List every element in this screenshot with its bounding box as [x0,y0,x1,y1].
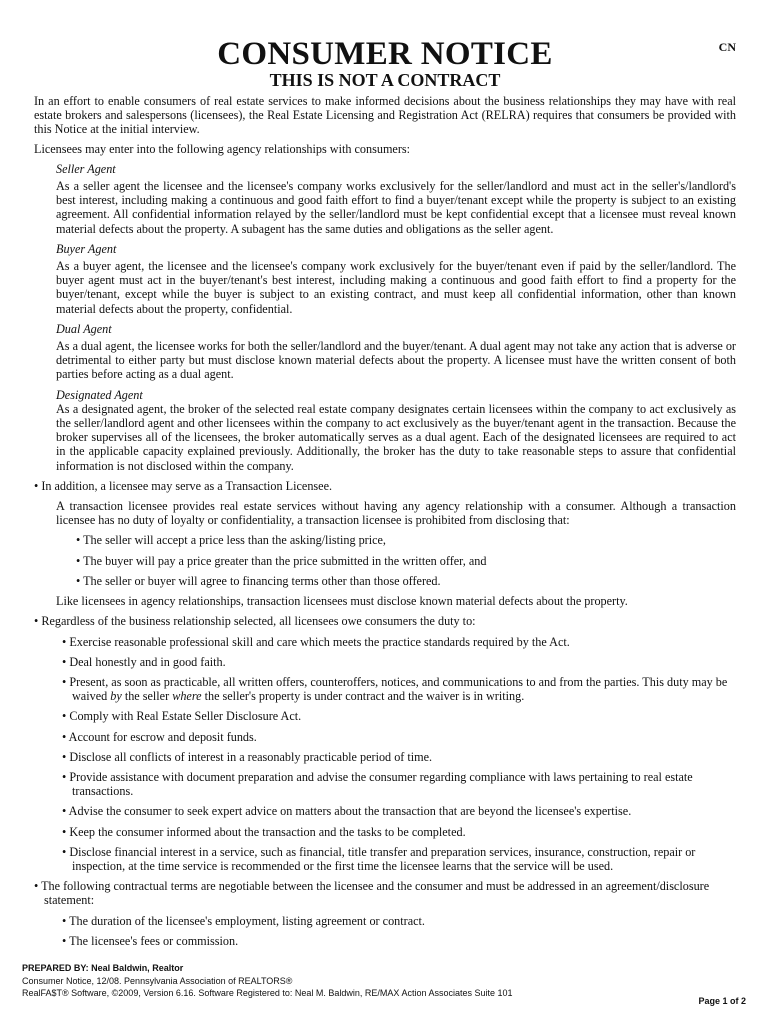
agency-heading-dual: Dual Agent [56,321,112,336]
duty-item: • Exercise reasonable professional skill and care which meets the practice standards required by the Act. [62,634,570,649]
duty-present-by: by [110,689,122,704]
agency-text-dual: As a dual agent, the licensee works for both the seller/landlord and the buyer/tenant. A dual agent may not take any action that is adverse or detrimental to either party but must disclose known material defects about the property. A licensee must have the written consent of both parties before acting as a dual agent. [56,339,736,382]
footer [22,962,748,1000]
duty-item: • Provide assistance with document preparation and advise the consumer regarding compliance with laws pertaining to real estate transactions. [62,769,693,799]
duty-present-part3: the seller's property is under contract and the waiver is in writing. [201,689,525,704]
form-version-line: Consumer Notice, 12/08. Pennsylvania Association of REALTORS® [22,975,293,986]
contract-term-item: • The licensee's fees or commission. [62,933,239,948]
duty-present-part2: the seller [121,689,173,704]
agency-heading-buyer: Buyer Agent [56,241,117,256]
contract-terms-bullet: • The following contractual terms are negotiable between the licensee and the consumer and must be addressed in an agreement/disclosure statement: [34,879,710,908]
duty-present-part1: • Present, as soon as practicable, all written offers, counteroffers, notices, and communications to and from the parties. This duty may be waived [62,674,728,704]
duty-item: • Advise the consumer to seek expert advice on matters about the transaction that are beyond the licensee's expertise. [62,804,632,819]
duty-item: • Disclose all conflicts of interest in a reasonably practicable period of time. [62,749,433,764]
form-code: CN [718,40,736,54]
agency-text-buyer: As a buyer agent, the licensee and the licensee's company work exclusively for the buyer/tenant even if paid by the seller/landlord. The buyer agent must act in the buyer/tenant's best interest, including making a continuous and good faith effort to find a property for the buyer/tenant, except while the buyer is subject to an existing contract, and must keep all confidential information, other than known material defects about the property, confidential. [56,259,736,316]
transaction-item: • The seller or buyer will agree to financing terms other than those offered. [76,573,441,588]
agency-heading-designated: Designated Agent [56,387,143,402]
intro-paragraph: In an effort to enable consumers of real estate services to make informed decisions about the business relationships they may have with real estate brokers and salespersons (licensees), the Real Estate Licensing and Registration Act (RELRA) requires that consumers be provided with this Notice at the initial interview. [34,94,736,137]
transaction-text: A transaction licensee provides real estate services without having any agency relationship with a consumer. Although a transaction licensee has no duty of loyalty or confidentiality, a transaction licensee is prohibited from disclosing that: [56,499,736,528]
agency-heading-seller: Seller Agent [56,161,116,176]
page-number: Page 1 of 2 [698,996,746,1006]
duty-item: • Disclose financial interest in a service, such as financial, title transfer and preparation services, insurance, construction, repair or inspection, at the time service is recommended or the first time the licensee learns that the service will be used. [62,844,696,873]
duty-item-present [62,675,736,703]
notice-body [34,94,736,954]
transaction-item: • The seller will accept a price less than the asking/listing price, [76,533,386,548]
duty-item: • Account for escrow and deposit funds. [62,729,257,744]
transaction-item: • The buyer will pay a price greater than the price submitted in the written offer, and [76,553,487,568]
duty-item: • Keep the consumer informed about the transaction and the tasks to be completed. [62,824,466,839]
duty-present-where: where [172,689,202,704]
prepared-by: PREPARED BY: Neal Baldwin, Realtor [22,963,184,973]
software-line: RealFA$T® Software, ©2009, Version 6.16. Software Registered to: Neal M. Baldwin, RE/MAX Action Associates Suite 101 [22,988,513,998]
agency-text-designated: As a designated agent, the broker of the selected real estate company designates certain licensees within the company to act exclusively as the seller/landlord agent and other licensees within the company to act exclusively as the buyer/tenant agent in the transaction. Because the broker supervises all of the licensees, the broker automatically serves as a dual agent. Each of the designated licensees are required to act in the applicable capacity explained previously. Additionally, the broker has the duty to take reasonable steps to assure that confidential information is not disclosed within the company. [56,401,736,473]
contract-term-item: • The duration of the licensee's employment, listing agreement or contract. [62,913,425,928]
agency-intro: Licensees may enter into the following agency relationships with consumers: [34,141,411,156]
transaction-bullet: • In addition, a licensee may serve as a Transaction Licensee. [34,478,333,493]
page-title: CONSUMER NOTICE [217,36,553,72]
agency-text-seller: As a seller agent the licensee and the licensee's company works exclusively for the seller/landlord and must act in the seller's/landlord's best interest, including making a continuous and good faith effort to find a buyer/tenant except while the property is subject to an existing agreement. All confidential information relayed by the seller/landlord must be kept confidential except that a licensee must reveal known material defects about the property. A subagent has the same duties and obligations as the seller agent. [56,179,736,236]
duty-item: • Comply with Real Estate Seller Disclosure Act. [62,709,302,724]
duties-bullet: • Regardless of the business relationship selected, all licensees owe consumers the duty to: [34,614,476,629]
duty-item: • Deal honestly and in good faith. [62,654,226,669]
transaction-closing: Like licensees in agency relationships, transaction licensees must disclose known material defects about the property. [56,594,628,609]
page-subtitle: THIS IS NOT A CONTRACT [269,70,501,90]
